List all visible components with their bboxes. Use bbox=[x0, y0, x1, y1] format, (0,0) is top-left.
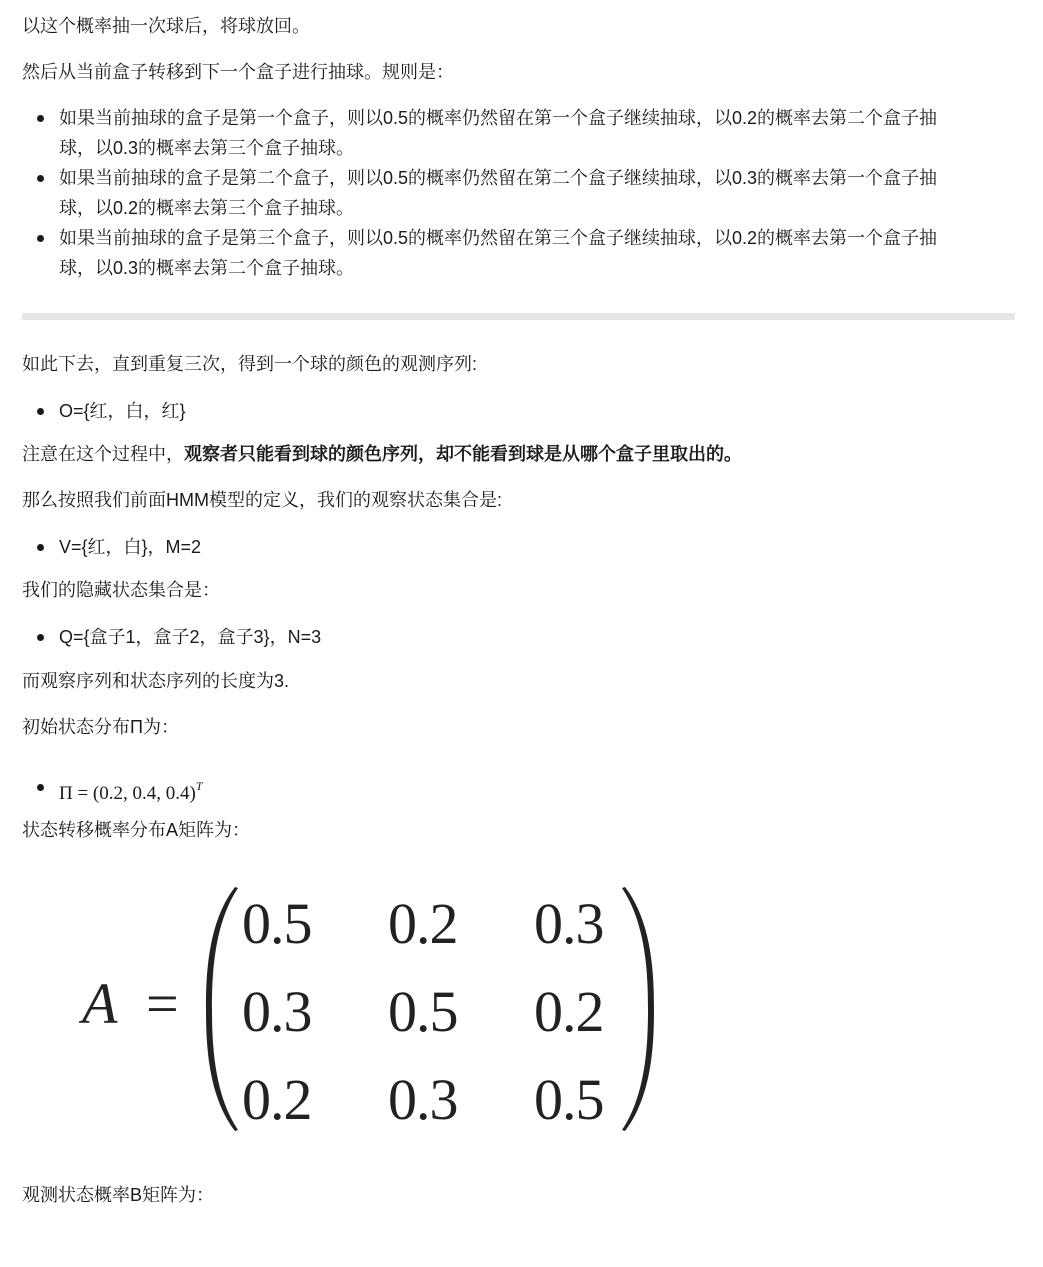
pi-formula bbox=[59, 771, 203, 809]
matrix-a-cell: 0.5 bbox=[534, 1067, 604, 1132]
matrix-a-cell: 0.2 bbox=[534, 979, 604, 1044]
paragraph-hidden-set-intro: 我们的隐藏状态集合是： bbox=[22, 580, 220, 600]
observation-sequence: O={红，白，红} bbox=[59, 401, 186, 421]
matrix-a-cell: 0.3 bbox=[242, 979, 312, 1044]
paragraph-observation-set-intro: 那么按照我们前面HMM模型的定义，我们的观察状态集合是: bbox=[22, 490, 502, 510]
matrix-a-variable: A bbox=[82, 971, 118, 1036]
paragraph-initial-distribution-intro: 初始状态分布Π为： bbox=[22, 717, 179, 737]
paragraph-repeat-three-times: 如此下去，直到重复三次，得到一个球的颜色的观测序列: bbox=[22, 354, 477, 374]
hidden-state-set: Q={盒子1，盒子2，盒子3}，N=3 bbox=[59, 627, 322, 647]
bullet-icon bbox=[37, 784, 44, 791]
rule-3-line-2: 球，以0.3的概率去第二个盒子抽球。 bbox=[59, 258, 355, 278]
matrix-a-cell: 0.2 bbox=[242, 1067, 312, 1132]
paragraph-transfer-rules-intro: 然后从当前盒子转移到下一个盒子进行抽球。规则是： bbox=[22, 62, 454, 82]
left-paren-icon bbox=[204, 884, 238, 1134]
rule-2-line-1: 如果当前抽球的盒子是第二个盒子，则以0.5的概率仍然留在第二个盒子继续抽球，以0.3的概率去第一个盒子抽 bbox=[59, 168, 938, 188]
bullet-icon bbox=[37, 175, 44, 182]
matrix-a-cell: 0.2 bbox=[388, 891, 458, 956]
horizontal-divider bbox=[22, 313, 1015, 320]
bullet-icon bbox=[37, 235, 44, 242]
matrix-a-cell: 0.5 bbox=[242, 891, 312, 956]
bullet-icon bbox=[37, 408, 44, 415]
rule-1-line-1: 如果当前抽球的盒子是第一个盒子，则以0.5的概率仍然留在第一个盒子继续抽球，以0.2的概率去第二个盒子抽 bbox=[59, 108, 938, 128]
matrix-a-cell: 0.3 bbox=[534, 891, 604, 956]
rule-1-line-2: 球，以0.3的概率去第三个盒子抽球。 bbox=[59, 138, 355, 158]
paragraph-replace-ball: 以这个概率抽一次球后，将球放回。 bbox=[22, 16, 310, 36]
observation-set: V={红，白}，M=2 bbox=[59, 537, 202, 557]
bullet-icon bbox=[37, 115, 44, 122]
paragraph-transition-matrix-intro: 状态转移概率分布A矩阵为： bbox=[22, 820, 251, 840]
matrix-a-figure bbox=[82, 884, 662, 1134]
matrix-a-equals: = bbox=[145, 971, 179, 1036]
paragraph-note bbox=[22, 442, 742, 466]
bullet-icon bbox=[37, 544, 44, 551]
note-prefix: 注意在这个过程中， bbox=[22, 444, 184, 464]
matrix-a-cell: 0.5 bbox=[388, 979, 458, 1044]
pi-formula-body: Π = (0.2, 0.4, 0.4) bbox=[59, 783, 196, 804]
pi-transpose-superscript: T bbox=[195, 779, 203, 793]
rule-3-line-1: 如果当前抽球的盒子是第三个盒子，则以0.5的概率仍然留在第三个盒子继续抽球，以0.2的概率去第一个盒子抽 bbox=[59, 228, 938, 248]
right-paren-icon bbox=[622, 884, 656, 1134]
note-emphasis: 观察者只能看到球的颜色序列，却不能看到球是从哪个盒子里取出的。 bbox=[184, 444, 742, 464]
matrix-a-cell: 0.3 bbox=[388, 1067, 458, 1132]
paragraph-emission-matrix-intro: 观测状态概率B矩阵为： bbox=[22, 1185, 215, 1205]
rule-2-line-2: 球，以0.2的概率去第三个盒子抽球。 bbox=[59, 198, 355, 218]
matrix-a-lhs bbox=[82, 971, 179, 1036]
bullet-icon bbox=[37, 634, 44, 641]
paragraph-sequence-length: 而观察序列和状态序列的长度为3. bbox=[22, 671, 290, 691]
